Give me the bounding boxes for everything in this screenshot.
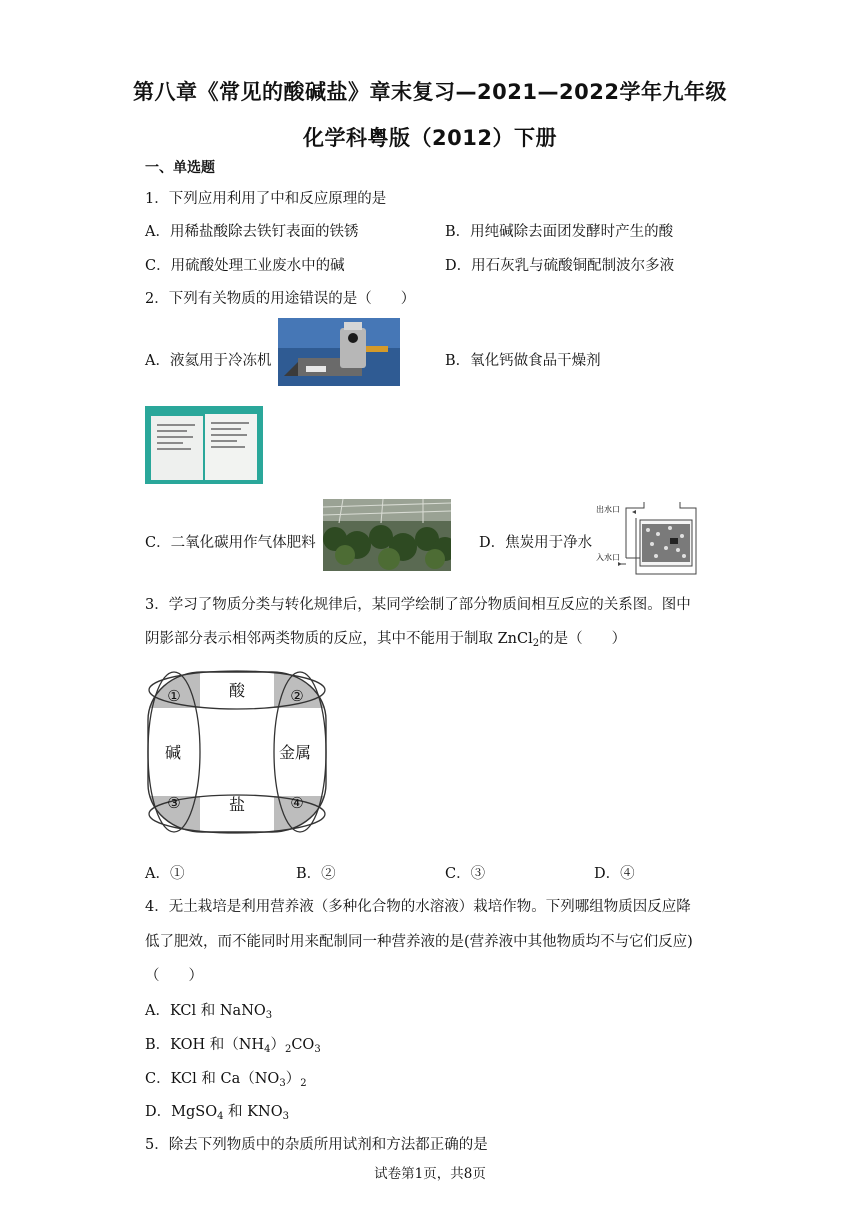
q4-option-b bbox=[145, 1033, 321, 1054]
q5-stem: 5．除去下列物质中的杂质所用试剂和方法都正确的是 bbox=[145, 1137, 488, 1153]
q4-d-text-2: 和 KNO bbox=[223, 1104, 283, 1120]
q3-stem-line-2 bbox=[145, 627, 626, 648]
q4-option-c bbox=[145, 1067, 307, 1088]
q4-option-d bbox=[145, 1100, 289, 1121]
q3-stem-subscript: 2 bbox=[532, 638, 540, 649]
q4-b-sub-3: 3 bbox=[314, 1044, 321, 1055]
diagram-metal-label: 金属 bbox=[278, 743, 312, 762]
q3-option-c: C．③ bbox=[445, 866, 486, 882]
q1-option-a: A．用稀盐酸除去铁钉表面的铁锈 bbox=[145, 224, 359, 240]
q4-a-text: A．KCl 和 NaNO bbox=[145, 1003, 266, 1019]
diagram-region-4: ④ bbox=[290, 794, 304, 812]
q4-option-a bbox=[145, 999, 272, 1020]
q1-option-d: D．用石灰乳与硫酸铜配制波尔多液 bbox=[445, 258, 675, 274]
q2-option-d: D．焦炭用于净水 bbox=[479, 535, 593, 551]
q2-option-a: A．液氦用于冷冻机 bbox=[145, 353, 272, 369]
q3-option-d: D．④ bbox=[594, 866, 635, 882]
q4-c-text-1: C．KCl 和 Ca（NO bbox=[145, 1071, 280, 1087]
diagram-region-2: ② bbox=[290, 687, 304, 705]
q3-stem-text: 阴影部分表示相邻两类物质的反应，其中不能用于制取 ZnCl bbox=[145, 631, 533, 647]
filter-inlet-label: 入水口 bbox=[596, 553, 620, 562]
q2-stem: 2．下列有关物质的用途错误的是（ ） bbox=[145, 291, 416, 307]
q4-b-sub-1: 4 bbox=[264, 1044, 271, 1055]
diagram-base-label: 碱 bbox=[164, 743, 182, 762]
q4-c-text-2: ） bbox=[285, 1071, 301, 1087]
diagram-salt-label: 盐 bbox=[228, 795, 246, 814]
diagram-region-1: ① bbox=[167, 687, 181, 705]
q3-option-a: A．① bbox=[145, 866, 185, 882]
q4-d-sub-1: 4 bbox=[217, 1111, 224, 1122]
q4-stem-line-1: 4．无土栽培是利用营养液（多种化合物的水溶液）栽培作物。下列哪组物质因反应降 bbox=[145, 899, 691, 915]
greenhouse-image bbox=[323, 499, 451, 571]
q2-option-c: C．二氧化碳用作气体肥料 bbox=[145, 535, 316, 551]
q4-b-sub-2: 2 bbox=[284, 1044, 292, 1055]
q4-c-sub-1: 3 bbox=[279, 1078, 286, 1089]
q4-d-text-1: D．MgSO bbox=[145, 1104, 218, 1120]
q1-option-b: B．用纯碱除去面团发酵时产生的酸 bbox=[445, 224, 674, 240]
q4-c-sub-2: 2 bbox=[300, 1078, 307, 1089]
substance-relation-diagram bbox=[145, 668, 329, 836]
water-filter-diagram bbox=[596, 498, 702, 578]
q4-d-sub-2: 3 bbox=[282, 1111, 289, 1122]
desiccant-packets-image bbox=[145, 406, 263, 484]
q2-option-b: B．氧化钙做食品干燥剂 bbox=[445, 353, 601, 369]
q4-b-text-2: ） bbox=[270, 1037, 285, 1053]
q3-option-b: B．② bbox=[296, 866, 336, 882]
filter-outlet-label: 出水口 bbox=[596, 505, 620, 514]
q4-b-text-1: B．KOH 和（NH bbox=[145, 1037, 265, 1053]
q4-a-sub: 3 bbox=[265, 1010, 273, 1021]
freezer-machine-image bbox=[278, 318, 400, 386]
title-line-2: 化学科粤版（2012）下册 bbox=[303, 126, 557, 150]
page-footer: 试卷第1页，共8页 bbox=[374, 1166, 486, 1182]
q4-b-text-3: CO bbox=[291, 1037, 315, 1053]
section-heading: 一、单选题 bbox=[145, 160, 215, 176]
diagram-region-3: ③ bbox=[167, 794, 181, 812]
q3-stem-line-1: 3．学习了物质分类与转化规律后，某同学绘制了部分物质间相互反应的关系图。图中 bbox=[145, 597, 691, 613]
q1-option-c: C．用硫酸处理工业废水中的碱 bbox=[145, 258, 345, 274]
q3-stem-tail: 的是（ ） bbox=[539, 631, 627, 647]
title-line-1: 第八章《常见的酸碱盐》章末复习—2021—2022学年九年级 bbox=[133, 80, 727, 104]
q4-stem-line-2: 低了肥效，而不能同时用来配制同一种营养液的是(营养液中其他物质均不与它们反应) bbox=[145, 934, 693, 950]
diagram-acid-label: 酸 bbox=[228, 681, 246, 700]
q4-stem-line-3: （ ） bbox=[145, 968, 203, 984]
q1-stem: 1．下列应用利用了中和反应原理的是 bbox=[145, 191, 387, 207]
